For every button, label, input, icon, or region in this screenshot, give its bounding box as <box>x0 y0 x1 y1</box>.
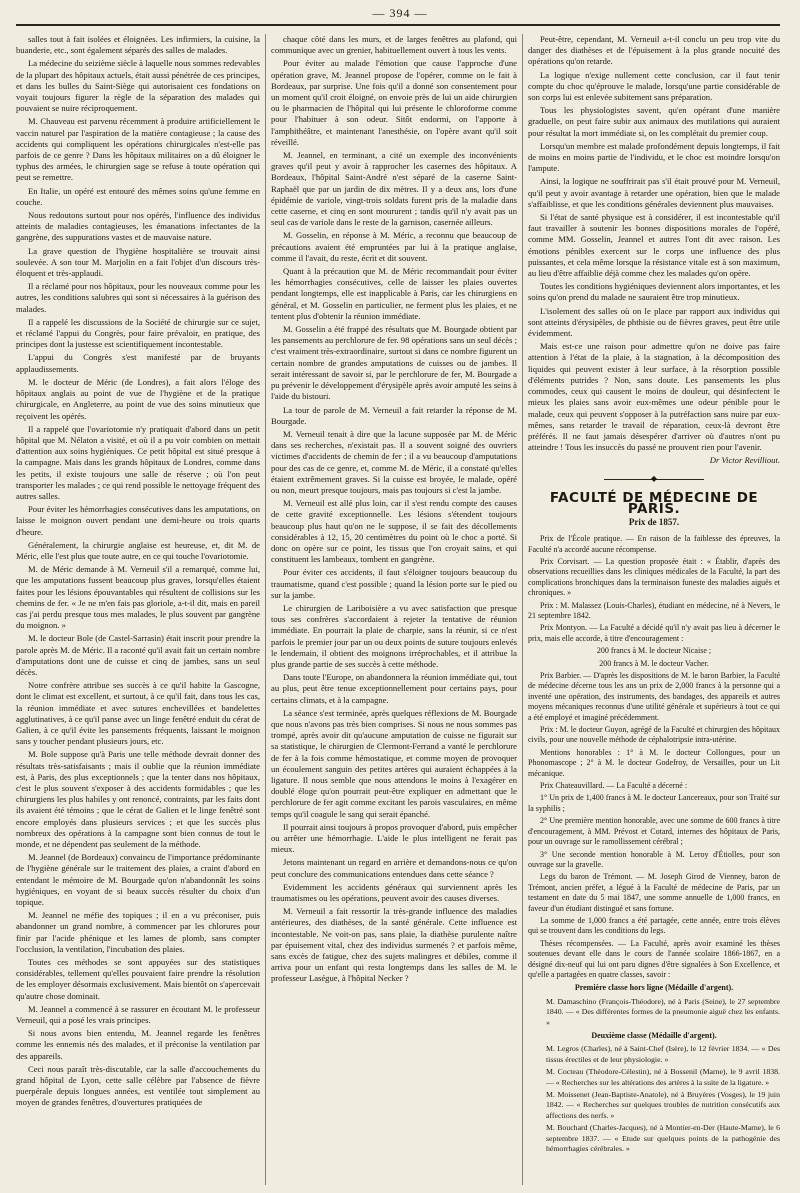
prize-list <box>528 534 780 1154</box>
paragraph: La grave question de l'hygiène hospitalière se trouvait ainsi soulevée. A son tour M. Marjolin en a fait l'objet d'un discours très-éloquent et très-applaudi. <box>16 245 260 279</box>
paragraph: L'isolement des salles où on le place par rapport aux individus qui sont atteints d'érysipèles, de phthisie ou de fièvres graves, peut être utile évidemment. <box>528 305 780 339</box>
paragraph: Prix Barbier. — D'après les dispositions de M. le baron Barbier, la Faculté de médecine décerne tous les ans un prix de 2,000 francs à la personne qui a inventé une opération, des instruments, des bandages, des appareils et autres moyens mécaniques reconnus d'une utilité générale et supérieurs à tout ce qui a été employé et imaginé précédemment. <box>528 671 780 722</box>
paragraph: La tour de parole de M. Verneuil a fait retarder la réponse de M. Bourgade. <box>271 404 517 426</box>
paragraph: 200 francs à M. le docteur Vacher. <box>599 658 709 668</box>
paragraph: M. Jeannel ne méfie des topiques ; il en a vu préconiser, puis abandonner un grand nombre, à commencer par les chlorures pour finir par l'acide phénique et les lames de plomb, sans compter l'occlusion, la ventilation, l'incubation des plaies. <box>16 910 260 954</box>
paragraph: Mais est-ce une raison pour admettre qu'on ne doive pas faire attention à l'état de la plaie, à la stagnation, à la décomposition des liquides qui peuvent exister à leur surface, à la résorption possible d'éléments putrides ? Non, sans doute. Les pansements les plus commodes, ceux qui causent le moins de douleur, qui désinfectent le mieux les plaies sans avoir eux-mêmes une odeur pénible pour le malade, ceux qui peuvent s'opposer à la putréfaction sans nuire par eux-mêmes, sans retarder le travail de réparation, ceux-là devront être préférés. Il ne faut jamais désespérer d'arriver où d'autres n'ont pu atteindre ! Tous les insuccès du passé ne prouvent rien pour l'avenir. <box>528 341 780 453</box>
paragraph: Si l'état de santé physique est à considérer, il est incontestable qu'il faut travailler à soutenir les bonnes dispositions morales de l'opéré, comme MM. Gosselin, Jeannel et autres l'ont dit avec raison. Les émotions pénibles exercent sur le corps une influence des plus puissantes, et cela même lorsque la résistance vitale est à son maximum, au lieu d'être affaiblie déjà comme chez les malades qu'on opère. <box>528 212 780 279</box>
paragraph: 1° Un prix de 1,400 francs à M. le docteur Lancereaux, pour son Traité sur la syphilis ; <box>528 793 780 813</box>
paragraph: Mentions honorables : 1° à M. le docteur Collongues, pour un Phonomascope ; 2° à M. le docteur Godefroy, de Versailles, pour un Lit mécanique. <box>528 747 780 778</box>
class-awards <box>528 997 780 1028</box>
paragraph: Lorsqu'un membre est malade profondément depuis longtemps, il fait de moins en moins partie de l'individu, et le choc est moindre lorsqu'on l'ampute. <box>528 140 780 174</box>
paragraph: Prix : M. le docteur Guyon, agrégé de la Faculté et chirurgien des hôpitaux civils, pour une nouvelle méthode de céphalotripsie intra-utérine. <box>528 725 780 745</box>
paragraph: M. le docteur Bole (de Castel-Sarrasin) était inscrit pour prendre la parole après M. de Méric. Il a raconté qu'il avait fait un certain nombre d'amputations dont une de cuisse et cinq de jambes, sans un seul décès. <box>16 633 260 677</box>
paragraph: Nous redoutons surtout pour nos opérés, l'influence des individus atteints de maladies contagieuses, les émanations infectantes de la gangrène, des suppurations vastes et de mauvaise nature. <box>16 210 260 243</box>
paragraph: M. Gosselin a été frappé des résultats que M. Bourgade obtient par les pansements au perchlorure de fer. 98 opérations sans un seul décès ; c'est vraiment très-extraordinaire, surtout si dans ce nombre figurent un certain nombre de grandes amputations de cuisses ou de jambes. Il serait intéressant de savoir si, par le perchlorure de fer, M. Bourgade a pu prévenir le développement d'érysipèle après avoir amputé les seins à l'aide du bistouri. <box>271 324 517 402</box>
paragraph: Ainsi, la logique ne souffrirait pas s'il était prouvé pour M. Verneuil, qu'il peut y avoir avantage à retarder une opération, bien que le malade s'affaiblisse, et que les conditions générales deviennent plus mauvaises. <box>528 176 780 209</box>
section-separator <box>528 475 780 485</box>
paragraph: Il a rappelé que l'ovariotomie n'y pratiquait d'abord dans un petit hôpital que M. Nélaton a visité, et où il a pu voir combien on mettait d'attention aux soins hygiéniques. Ce petit hôpital est situé presque à la campagne. Mais dans les grands hôpitaux de Londres, comme dans les petits, il existe toujours une salle de réserve ; où l'on peut transporter les malades ; ce qui rend possible le nettoyage fréquent des autres salles. <box>16 423 260 501</box>
header-rule <box>16 24 780 26</box>
article-column-3 <box>528 34 780 1185</box>
paragraph: Prix de l'École pratique. — En raison de la faiblesse des épreuves, la Faculté n'a accordé aucune récompense. <box>528 534 780 554</box>
paragraph: Prix Montyon. — La Faculté a décidé qu'il n'y avait pas lieu à décerner le prix, mais elle accorde, à titre d'encouragement : <box>528 623 780 643</box>
paragraph: M. Jeannel, en terminant, a cité un exemple des inconvénients graves qu'il peut y avoir à rapprocher les casernes des hôpitaux. A Bordeaux, l'hôpital Saint-André n'est séparé de la caserne Saint-Raphaël que par un jardin de dix mètres. Il y a deux ans, lors d'une épidémie de variole, vingt-trois soldats furent pris de la maladie dans cette caserne, et cinq en sont moururent ; tandis qu'il n'y avait pas un seul cas de variole dans le reste de la garnison, casernée ailleurs. <box>271 150 517 228</box>
paragraph: Toutes ces méthodes se sont appuyées sur des statistiques considérables, tellement qu'elles pouvaient faire prendre la résolution de les employer désormais exclusivement. Mais bientôt on s'apercevait qu'autre chose dominait. <box>16 957 260 1001</box>
paragraph: Evidemment les accidents généraux qui surviennent après les traumatismes ou les opérations, peuvent avoir des causes diverses. <box>271 881 517 904</box>
paragraph: Il a rappelé les discussions de la Société de chirurgie sur ce sujet, et réclamé l'appui du Congrès, pour faire prévaloir, en pratique, des principes dont la justesse est scientifiquement incontestable. <box>16 316 260 350</box>
paragraph: Quant à la précaution que M. de Méric recommandait pour éviter les hémorrhagies consécutives, celle de laisser les plaies ouvertes pendant longtemps, elle est inapplicable à Paris, car les chirurgiens en général, et M. Gosselin en particulier, ne ferment plus les plaies, et ne tentent plus d'obtenir la réunion immédiate. <box>271 266 517 321</box>
paragraph: M. Jeannel (de Bordeaux) convaincu de l'importance prédominante de l'hygiène générale sur le traitement des plaies, a craint d'abord en entendant le mémoire de M. Bourgade qu'on n'abandonnât les soins hygiéniques, en voyant de si beaux succès résulter du choix d'un topique. <box>16 852 260 908</box>
paragraph: M. Chauveau est parvenu récemment à produire artificiellement le vaccin naturel par l'aspiration de la matière contagieuse ; la cause des accidents qui compliquent les opérations chirurgicales n'est-elle pas parfois de ce genre ? Dans les hôpitaux militaires on a dû éloigner le typhus des armées, le chirurgien sage se refuse à toute opération qui peut se remettre. <box>16 116 260 183</box>
paragraph: Notre confrère attribue ses succès à ce qu'il habite la Gascogne, dont le climat est excellent, et surtout, à ce qu'il fait, dans tous les cas, la réunion immédiate et avec sutures enchevillées et bandelettes agglutinatives, à ce qu'il panse avec un linge fenêtré enduit du cérat de Galien, à ce qu'il évite les pansements fréquents, laissant le moignon sans y toucher pendant plusieurs jours, etc. <box>16 680 260 747</box>
prize-paragraphs <box>528 671 780 980</box>
paragraph: Tous les physiologistes savent, qu'en opérant d'une manière graduelle, on peut faire subir aux animaux des mutilations qui auraient pour résultat la mort immédiate si, on les complétait du premier coup. <box>528 105 780 138</box>
class-title: Deuxième classe (Médaille d'argent). <box>591 1031 717 1040</box>
paragraph: M. le docteur de Méric (de Londres), a fait alors l'éloge des hôpitaux anglais au point de vue de l'hygiène et de la pratique chirurgicale, en Angleterre, au point de vue des soins minutieux que reçoivent les opérés. <box>16 376 260 421</box>
article-column-1 <box>16 34 260 1185</box>
paragraph: M. Verneuil tenait à dire que la lacune supposée par M. de Méric dans ses recherches, n'existait pas. Il a souvent soigné des ouvriers victimes d'accidents de chemin de fer ; il a vu beaucoup d'amputations pour des cas de ce genre, et, comme M. de Méric, il a constaté qu'elles étaient extrêmement graves. Si la cuisse est broyée, le malade, opéré ou non, meurt presque toujours, mais pas toujours si c'est la jambe. <box>271 428 517 495</box>
prize-paragraphs <box>528 534 780 644</box>
paragraph: Pour éviter les hémorrhagies consécutives dans les amputations, on laisse le moignon ouvert pendant une demi-heure ou trois quarts d'heure. <box>16 504 260 537</box>
paragraph: Prix Corvisart. — La question proposée était : « Établir, d'après des observations recueillies dans les cliniques médicales de la Faculté, la part des complications bronchiques dans la terminaison funeste des maladies aiguës et chroniques. » <box>528 556 780 598</box>
paragraph: Si nous avons bien entendu, M. Jeannel regarde les fenêtres comme les ennemis nés des malades, et il préconise la ventilation par des appareils. <box>16 1028 260 1061</box>
paragraph: Prix Chateauvillard. — La Faculté a décerné : <box>540 781 688 791</box>
paragraph: Pour éviter ces accidents, il faut s'éloigner toujours beaucoup du traumatisme, quand c'est possible ; quand la lésion porte sur le pied ou sur la jambe. <box>271 567 517 600</box>
author-signature: Dr Victor Revilliout. <box>709 455 780 466</box>
paragraph: 2° Une première mention honorable, avec une somme de 600 francs à titre d'encouragement, à MM. Prévost et Cotard, internes des hôpitaux de Paris, pour un ouvrage sur le ramollissement cérébral ; <box>528 816 780 847</box>
paragraph: Pour éviter au malade l'émotion que cause l'approche d'une opération grave, M. Jeannel propose de l'opérer, comme on le fait à Bordeaux, par surprise. Une fois qu'il a donné son consentement pour un moment qu'il croit éloigné, on envoie près de lui un aide chirurgien ou le pharmacien de l'hôpital qui lui présente le chloroforme comme pour l'habituer à son odeur. Sitôt endormi, on l'apporte à l'amphithéâtre, et maintenant l'anesthésie, on l'opère avant qu'il soit réveillé. <box>271 58 517 147</box>
paragraph: La logique n'exige nullement cette conclusion, car il faut tenir compte du choc qu'éprouve le malade, lorsqu'une partie considérable de son corps lui est enlevée subitement sans préparation. <box>528 69 780 103</box>
paragraph: M. Bouchard (Charles-Jacques), né à Montier-en-Der (Haute-Marne), le 6 septembre 1837. — « Etude sur quelques points de la pathogénie des hémorrhagies cérébrales. » <box>546 1123 780 1154</box>
paragraph: 200 francs à M. le docteur Nicaise ; <box>596 646 712 656</box>
paragraph: L'appui du Congrès s'est manifesté par de bruyants applaudissements. <box>16 352 260 374</box>
class-awards <box>528 1044 780 1154</box>
page-number: — 394 — <box>372 6 428 20</box>
montyon-awards <box>528 646 780 669</box>
paragraph: La somme de 1,000 francs a été partagée, cette année, entre trois élèves qui se trouvent dans les conditions du legs. <box>528 915 780 936</box>
paragraph: Jetons maintenant un regard en arrière et demandons-nous ce qu'on peut conclure des communications entendues dans cette séance ? <box>271 857 517 879</box>
paragraph: Legs du baron de Trémont. — M. Joseph Girod de Vienney, baron de Trémont, ancien préfet, a légué à la Faculté de médecine de Paris, par un testament en date du 5 mai 1847, une somme annuelle de 1,000 francs, en faveur d'un étudiant distingué et sans fortune. <box>528 872 780 913</box>
paragraph: Peut-être, cependant, M. Verneuil a-t-il conclu un peu trop vite du danger des diathèses et de l'épuisement à la plus grande nocuité des opérations qu'on retarde. <box>528 34 780 67</box>
paragraph: chaque côté dans les murs, et de larges fenêtres au plafond, qui communique avec un grenier, habituellement ouvert à tous les vents. <box>271 34 517 56</box>
faculty-section-title: FACULTÉ DE MÉDECINE DE PARIS. <box>549 489 759 517</box>
column-divider <box>265 34 266 1185</box>
paragraph: M. Gosselin, en réponse à M. Méric, a reconnu que beaucoup de précautions avaient été empruntées par lui à la pratique anglaise, comme il l'avait, du reste, écrit et dit souvent. <box>271 230 517 263</box>
column-divider <box>522 34 523 1185</box>
paragraph: M. Verneuil a fait ressortir la très-grande influence des maladies antérieures, des diathèses, de la santé générale. Cette influence est incontestable. Ne voit-on pas, sans plaie, la diathèse purulente naître par épuisement vital, chez des individus surmenés ? et parfois même, sans excès de fatigue, chez des sujets malingres et débiles, comme il arriva pour un enfant qui resta longtemps dans les salles de M. le professeur Laségue, à l'hôpital Necker ? <box>271 906 517 984</box>
paragraph: Toutes les conditions hygiéniques deviennent alors importantes, et les soins qu'on prend du malade ne sauraient être trop minutieux. <box>528 281 780 303</box>
paragraph: M. Verneuil est allé plus loin, car il s'est rendu compte des causes de cette gravité exceptionnelle. Les lésions s'étendent toujours beaucoup plus haut qu'on ne le suppose, il se fait des décollements considérables à 12, 15, 20 centimètres du point où le choc a porté. Si donc on opère sur ce point, les tissus que l'on croyait sains, et qui constituent les lambeaux, tombent en gangrène. <box>271 498 517 565</box>
paragraph: M. Legros (Charles), né à Saint-Chef (Isère), le 12 février 1834. — « Des tissus érectiles et de leur physiologie. » <box>546 1044 780 1064</box>
paragraph: Il a réclamé pour nos hôpitaux, pour les nouveaux comme pour les autres, les conditions salubres qui sont si nécessaires à la guérison des malades. <box>16 281 260 314</box>
paragraph: 3° Une seconde mention honorable à M. Leroy d'Étiolles, pour son ouvrage sur la gravelle. <box>528 849 780 869</box>
paragraph: Dans toute l'Europe, on abandonnera la réunion immédiate qui, tout au plus, peut être tenue exceptionnellement pour certains pays, pour certains climats, et à la campagne. <box>271 672 517 705</box>
paragraph: La médecine du seizième siècle à laquelle nous sommes redevables de la plupart des hôpitaux actuels, était aussi pénétrée de ces principes, et dans les bulles du Saint-Siège qui autorisaient ces fondations on voyait toujours figurer la règle de la séparation des malades qui pouvaient se nuire réciproquement. <box>16 58 260 114</box>
paragraph: M. de Méric demande à M. Verneuil s'il a remarqué, comme lui, que les amputations fussent beaucoup plus graves, lorsqu'elles étaient faites pour les lésions épouvantables qui résultent de collisions sur les chemins de fer. « Je ne m'en fais pas gloriole, a-t-il dit, mais en pareil cas j'ai perdu presque tous mes malades, le plus souvent par gangrène du moignon. » <box>16 564 260 631</box>
paragraph: Généralement, la chirurgie anglaise est heureuse, et, dit M. de Méric, elle l'est plus que toute autre, en ce qui touche l'ovariotomie. <box>16 539 260 561</box>
paragraph: Ceci nous paraît très-discutable, car la salle d'accouchements du grand hôpital de Lyon, cette salle célèbre par l'absence de fièvre puerpérale depuis longues années, est ventilée tout simplement au moyen de grandes fenêtres, d'ouvertures pratiquées de <box>16 1063 260 1108</box>
paragraph: salles tout à fait isolées et éloignées. Les infirmiers, la cuisine, la buanderie, etc., sont également séparés des salles de malades. <box>16 34 260 56</box>
article-column-2 <box>271 34 517 1185</box>
paragraph: Le chirurgien de Lariboisière a vu avec satisfaction que presque tous ses confrères s'accordaient à rejeter la tentative de réunion immédiate. En pourrait la plaie de charpie, sans la réunir, si ce n'est parfois le premier jour par un ou deux points de suture toujours enlevés le lendemain, il obtient des moignons irréprochables, et il attribue la plus grande partie de ses succès à cette méthode. <box>271 602 517 669</box>
paragraph: Il pourrait ainsi toujours à propos provoquer d'abord, puis empêcher ou arrêter une hémorrhagie. L'aide le plus intelligent ne ferait pas mieux. <box>271 821 517 855</box>
class-title: Première classe hors ligne (Médaille d'argent). <box>574 983 734 993</box>
article-continuation <box>528 34 780 453</box>
paragraph: La séance s'est terminée, après quelques réflexions de M. Bourgade que nous n'avons pas très bien comprises. Si nous ne nous sommes pas trompé, après avoir dit qu'aucune amputation de cuisse ne figurait sur sa statistique, le chirurgien de Clermont-Ferrand a vanté le perchlorure de fer à la fois comme hémostatique, et comme moyen de provoquer un écoulement sanguin des petites artères qui auraient échappées à la ligature. Il nous semble que nous attendons le moins à l'exagérer en doublé éloge qu'on pourrait peut-être expliquer en admettant que le perchlorure de fer agit comme excitant les parois vasculaires, en même temps qu'il coagule le sang qui serait épanché. <box>271 707 517 819</box>
paragraph: M. Jeannel a commencé à se rassurer en écoutant M. le professeur Verneuil, qui a posé les vrais principes. <box>16 1003 260 1026</box>
paragraph: M. Moissenet (Jean-Baptiste-Anatole), né à Bruyères (Vosges), le 19 juin 1842. — « Recherches sur quelques troubles de nutrition consécutifs aux affections des nerfs. » <box>546 1090 780 1120</box>
paragraph: M. Damaschino (François-Théodore), né à Paris (Seine), le 27 septembre 1840. — « Des différentes formes de la pneumonie aiguë chez les enfants. » <box>546 996 780 1027</box>
paragraph: Thèses récompensées. — La Faculté, après avoir examiné les thèses soutenues devant elle dans le cours de l'année scolaire 1866-1867, en a désigné dix-neuf qui lui ont paru dignes d'être signalées à Son Excellence, et qu'elle a partagées en quatre classes, savoir : <box>528 938 780 979</box>
paragraph: Prix : M. Malassez (Louis-Charles), étudiant en médecine, né à Nevers, le 21 septembre 1842. <box>528 600 780 620</box>
paragraph: M. Bole suppose qu'à Paris une telle méthode devrait donner des résultats très-satisfaisants ; mais il oublie que la réunion immédiate est, à Paris, des plus exceptionnels ; que la tenter dans nos hôpitaux, c'est le plus souvent s'exposer à des accidents formidables ; que les chirurgiens les plus habiles y ont renoncé, contraints, par les faits dont ils avaient été témoins ; que le cérat de Galien et le linge fenêtré sont encore employés dans plusieurs services ; et que les succès plus nombreux des opérations à la campagne sont bien connus de tout le monde, et ne dépendent pas seulement de la méthode. <box>16 749 260 850</box>
faculty-section-subtitle: Prix de 1857. <box>628 516 680 527</box>
paragraph: M. Cocteau (Théodore-Célestin), né à Bossenil (Marne), le 9 avril 1838. — « Recherches sur les altérations des artères à la suite de la ligature. » <box>546 1067 780 1087</box>
paragraph: En Italie, un opéré est entouré des mêmes soins qu'une femme en couche. <box>16 185 260 207</box>
